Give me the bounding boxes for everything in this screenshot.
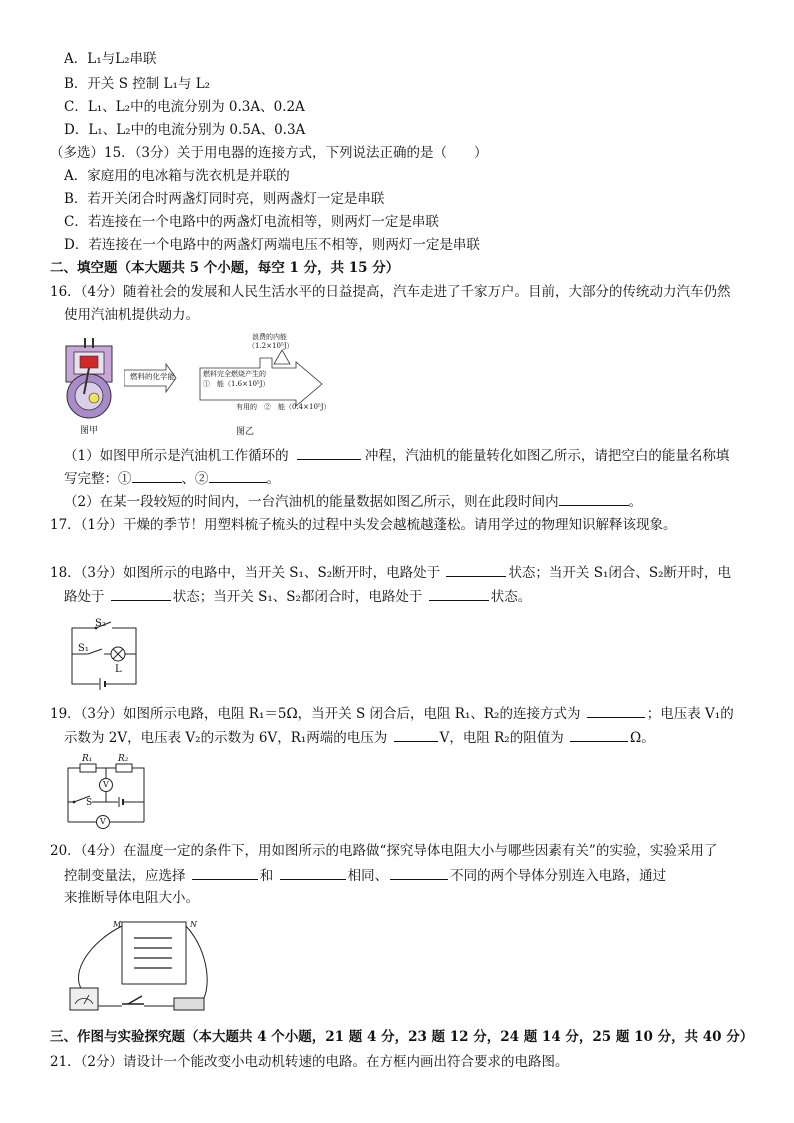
q19-blank-3[interactable] [570,728,628,742]
q19-line2 [64,728,655,747]
q16-sub2-text-b: 。 [628,494,643,510]
q19-fig-v1: V [103,780,109,789]
q21-stem: 21．（2分）请设计一个能改变小电动机转速的电路。在方框内画出符合要求的电路图。 [50,1054,569,1070]
q18-blank-3[interactable] [429,587,489,601]
q20-text-d: 相同、 [347,868,389,884]
q20-text-e: 不同的两个导体分别连入电路，通过 [450,868,667,884]
q16-sub1-text-b: 冲程，汽油机的能量转化如图乙所示，请把空白的能量名称填 [364,448,730,464]
q20-blank-2[interactable] [280,866,346,880]
fig-jia-caption: 图甲 [80,426,99,436]
q18-blank-1[interactable] [446,563,506,577]
q16-line1: 16．（4分）随着社会的发展和人民生活水平的日益提高，汽车走进了千家万户。目前，大部分的传统动力汽车仍然 [50,284,731,300]
q18-text-e: 状态。 [490,589,532,605]
fig-burn-label1: 燃料完全燃烧产生的 [203,370,266,378]
fig-waste-label1: 浪费的内能 [252,333,287,341]
q19-fig-s: S [86,798,93,808]
q16-sub1-text-d: 、② [181,471,209,487]
q18-text-b: 状态；当开关 S₁闭合、S₂断开时，电 [508,565,732,581]
q19-fig-v2: V [100,817,106,826]
q20-line2 [64,866,666,885]
q18-text-d: 状态；当开关 S₁、S₂都闭合时，电路处于 [172,589,423,605]
q16-sub1-text-e: 。 [266,471,280,487]
q16-sub1-line1 [64,446,729,465]
q18-blank-2[interactable] [111,587,171,601]
q20-line1: 20．（4分）在温度一定的条件下，用如图所示的电路做“探究导体电阻大小与哪些因素有关”的实验，实验采用了 [50,843,718,859]
q16-sub1-line2 [64,469,280,488]
fig-fuel-label: 燃料的化学能 [130,372,175,381]
q20-text-b: 控制变量法，应选择 [64,868,186,884]
q18-fig-s1: S₁ [78,643,89,654]
section3-title: 三、作图与实验探究题（本大题共 4 个小题，21 题 4 分，23 题 12 分，24 题 14 分，25 题 10 分，共 40 分） [50,1029,754,1045]
fig-useful-label: 有用的 ② 能（0.4×10⁵J） [236,403,331,411]
q15-option-b: B．若开关闭合时两盏灯同时亮，则两盏灯一定是串联 [64,191,385,207]
q16-sub2 [64,492,642,511]
q19-text-c: 示数为 2V，电压表 V₂的示数为 6V，R₁两端的电压为 [64,730,388,746]
q18-line2 [64,587,531,606]
q17-stem: 17．（1分）干燥的季节！用塑料梳子梳头的过程中头发会越梳越蓬松。请用学过的物理知识解释该现象。 [50,517,677,533]
q20-blank-1[interactable] [192,866,258,880]
q16-sub1-text-c: 写完整：① [64,471,132,487]
q15-option-a: A．家庭用的电冰箱与洗衣机是并联的 [64,168,290,184]
q20-line3: 来推断导体电阻大小。 [64,890,199,906]
q19-text-b: ；电压表 V₁的 [646,706,734,722]
q16-line2: 使用汽油机提供动力。 [64,307,199,323]
q19-fig-r2: R₂ [118,754,129,764]
q19-blank-1[interactable] [587,704,645,718]
q19-text-d: V，电阻 R₂的阻值为 [439,730,564,746]
section2-title: 二、填空题（本大题共 5 个小题，每空 1 分，共 15 分） [50,260,400,276]
q18-text-c: 路处于 [64,589,105,605]
q18-fig-l: L [115,664,122,675]
q15-stem: （多选）15．（3分）关于用电器的连接方式，下列说法正确的是（ ） [50,145,488,161]
fig-yi-caption: 图乙 [236,427,255,437]
fig-burn-label2: ① 能（1.6×10⁵J） [203,380,270,388]
q16-blank-2[interactable] [209,469,267,483]
q16-blank-1[interactable] [132,469,182,483]
q16-sub2-text-a: （2）在某一段较短的时间内，一台汽油机的能量数据如图乙所示，则在此段时间内 [64,494,559,510]
q20-fig-n: N [190,920,197,929]
q14-option-d: D．L₁、L₂中的电流分别为 0.5A、0.3A [64,122,306,138]
q20-text-c: 和 [259,868,274,884]
q18-fig-s2: S₂ [95,618,106,629]
q16-blank-stroke[interactable] [297,446,361,460]
q18-line1 [50,563,731,582]
engine-figure [58,336,120,436]
q20-fig-m: M [113,920,122,929]
q14-option-a: A．L₁与L₂串联 [64,51,157,67]
q19-blank-2[interactable] [394,728,438,742]
q14-option-c: C．L₁、L₂中的电流分别为 0.3A、0.2A [64,99,305,115]
q15-option-c: C．若连接在一个电路中的两盏灯电流相等，则两灯一定是串联 [64,214,439,230]
q19-line1 [50,704,734,723]
q20-blank-3[interactable] [390,866,448,880]
q16-sub1-text-a: （1）如图甲所示是汽油机工作循环的 [64,448,289,464]
q19-fig-r1: R₁ [82,754,93,764]
q18-text-a: 18．（3分）如图所示的电路中，当开关 S₁、S₂断开时，电路处于 [50,565,441,581]
q19-text-e: Ω。 [630,730,655,746]
q14-option-b: B．开关 S 控制 L₁与 L₂ [64,76,211,92]
q15-option-d: D．若连接在一个电路中的两盏灯两端电压不相等，则两灯一定是串联 [64,237,480,253]
fig-waste-label2: （1.2×10⁵J） [248,342,294,350]
q19-text-a: 19．（3分）如图所示电路，电阻 R₁＝5Ω，当开关 S 闭合后，电阻 R₁、R₂的连接方式为 [50,706,581,722]
q16-blank-efficiency[interactable] [559,492,629,506]
